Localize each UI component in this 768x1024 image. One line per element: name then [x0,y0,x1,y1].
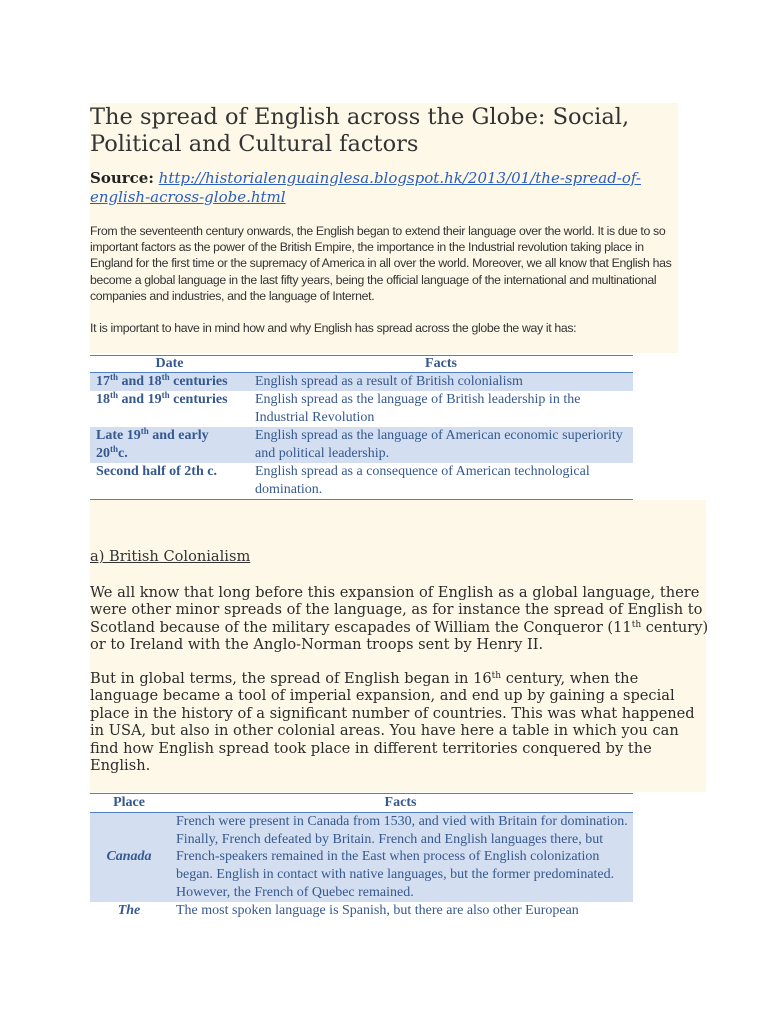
column-header-date: Date [90,356,249,373]
page-title: The spread of English across the Globe: Social, Political and Cultural factors [90,104,630,157]
table-row [90,813,633,902]
table-row [90,391,633,427]
fact-cell: English spread as the language of British leadership in the Industrial Revolution [255,392,581,425]
column-header-facts: Facts [249,356,633,373]
fact-cell: English spread as a consequence of American technological domination. [249,463,633,500]
date-cell: 17th and 18th centuries [90,373,249,392]
source-link[interactable]: http://historialenguainglesa.blogspot.hk/2013/01/the-spread-of-english-across-globe.html [90,169,641,206]
place-cell: The [117,902,141,918]
column-header-place: Place [90,794,168,813]
place-cell: Canada [90,813,168,902]
table-row [90,902,633,920]
date-cell: Second half of 2th c. [90,463,249,500]
body-paragraph: We all know that long before this expansion of English as a global language, there were other minor spreads of the language, as for instance the spread of English to Scotland because of the military escapades of William the Conqueror (11th century) or to Ireland with the Anglo-Norman troops sent by Henry II. [90,584,709,654]
timeline-table [90,355,633,500]
date-cell: Late 19th and early 20thc. [90,427,249,463]
intro-lead-in: It is important to have in mind how and why English has spread across the globe the way it has: [90,321,577,335]
table-row [90,463,633,500]
body-paragraph: But in global terms, the spread of English began in 16th century, when the language became a tool of imperial expansion, and end up by gaining a special place in the history of a significant number of countries. This was what happened in USA, but also in other colonial areas. You have here a table in which you can find how English spread took place in different territories conquered by the English. [90,670,695,775]
fact-cell: English spread as a result of British colonialism [249,373,633,392]
date-cell: 18th and 19th centuries [96,390,228,407]
fact-cell: French were present in Canada from 1530, and vied with Britain for domination. Finally, French defeated by Britain. French and English languages there, but French-speakers remained in the East when process of English colonization began. English in contact with native languages, but the former predominated. However, the French of Quebec remained. [168,813,633,902]
territories-table [90,793,633,919]
fact-cell: The most spoken language is Spanish, but there are also other European [176,902,579,918]
source-line [90,169,660,207]
section-heading: a) British Colonialism [90,548,251,565]
table-row [90,427,633,463]
table-row [90,373,633,392]
intro-paragraph: From the seventeenth century onwards, the English began to extend their language over the world. It is due to so important factors as the power of the British Empire, the importance in the Industrial revolution taking place in England for the first time or the supremacy of America in all over the world. Moreover, we all know that English has become a global language in the last fifty years, being the official language of the international and multinational companies and industries, and the language of Internet. [90,224,672,303]
source-label: Source: [90,169,154,187]
column-header-facts: Facts [168,794,633,813]
fact-cell: English spread as the language of American economic superiority and political leadership. [249,427,633,463]
